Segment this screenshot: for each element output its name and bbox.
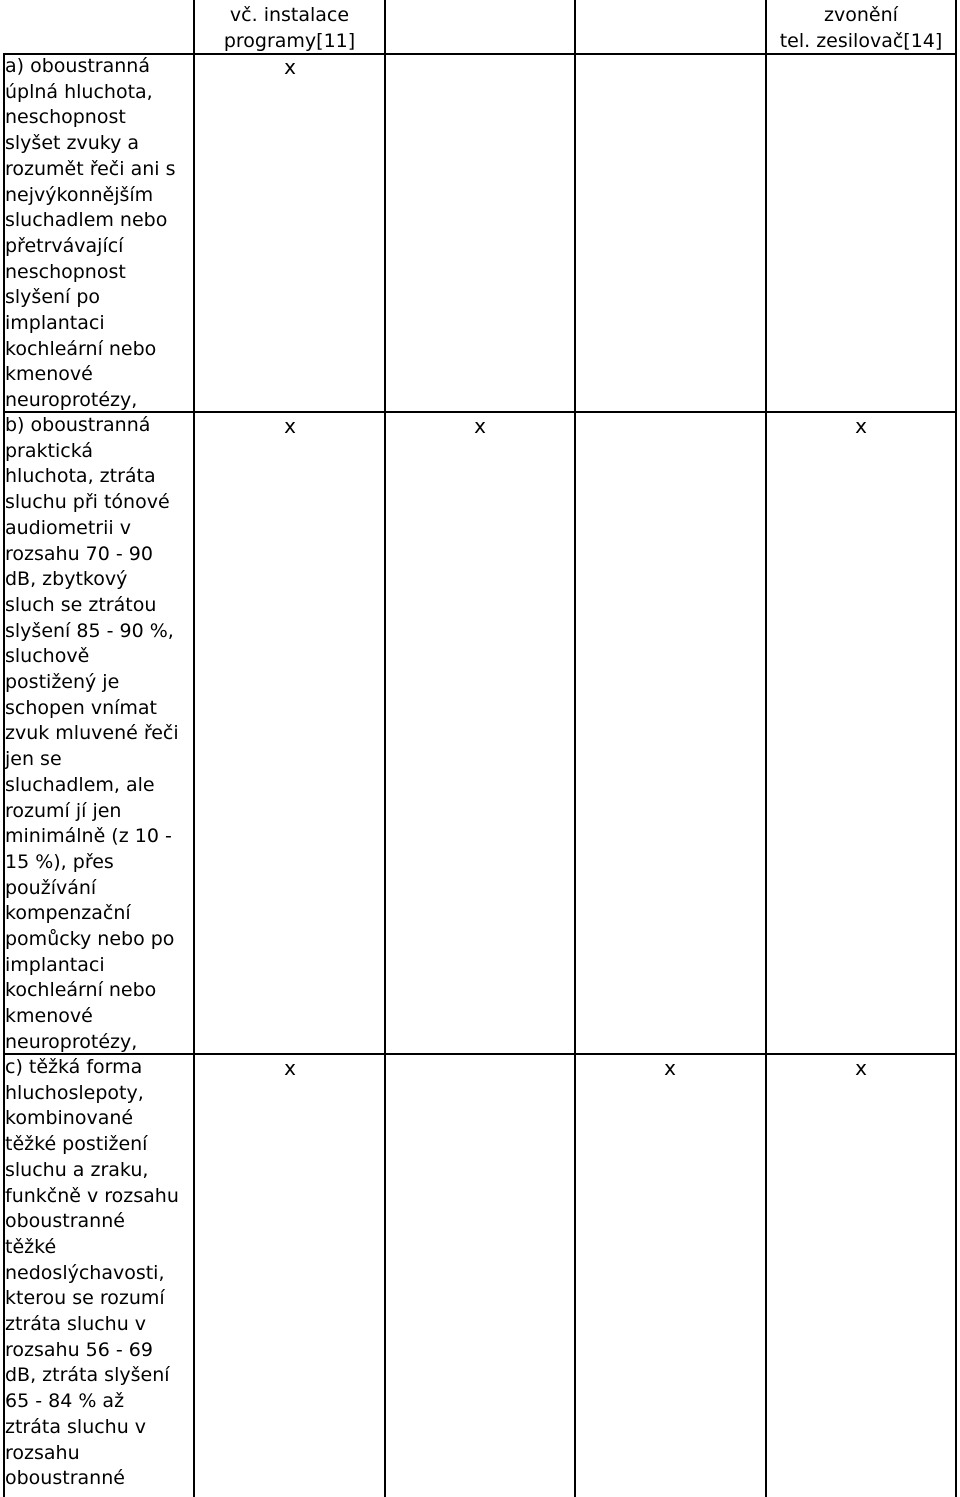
- row-c-mark-col4: x: [855, 1056, 867, 1080]
- header-installation-programs: vč. instalace programy[11]: [223, 4, 356, 52]
- row-c-mark-col1: x: [284, 1056, 296, 1080]
- row-b-mark-col2: x: [474, 414, 486, 438]
- row-b-mark-col4: x: [855, 414, 867, 438]
- row-a-label: a) oboustranná úplná hluchota, neschopnost slyšet zvuky a rozumět řeči ani s nejvýkonnějším sluchadlem nebo přetrvávající neschopnost slyšení po implantaci kochleární nebo kmenové neuroprotézy,: [5, 55, 176, 412]
- row-b-mark-col1: x: [284, 414, 296, 438]
- column-divider: [955, 0, 957, 1497]
- row-c-mark-col3: x: [664, 1056, 676, 1080]
- row-a-mark-col1: x: [284, 55, 296, 79]
- header-ringing-phone-amplifier: zvonění tel. zesilovač[14]: [779, 4, 943, 52]
- column-divider: [765, 0, 767, 1497]
- column-divider: [384, 0, 386, 1497]
- column-divider: [574, 0, 576, 1497]
- row-b-label: b) oboustranná praktická hluchota, ztráta sluchu při tónové audiometrii v rozsahu 70 - 90 dB, zbytkový sluch se ztrátou slyšení 85 - 90 %, sluchově postižený je schopen vnímat zvuk mluvené řeči jen se sluchadlem, ale rozumí jí jen minimálně (z 10 - 15 %), přes používání kompenzační pomůcky nebo po implantaci kochleární nebo kmenové neuroprotézy,: [5, 414, 179, 1053]
- row-c-label: c) těžká forma hluchoslepoty, kombinované těžké postižení sluchu a zraku, funkčně v rozsahu oboustranné těžké nedoslýchavosti, kterou se rozumí ztráta sluchu v rozsahu 56 - 69 dB, ztráta slyšení 65 - 84 % až ztráta sluchu v rozsahu oboustranné: [5, 1056, 179, 1490]
